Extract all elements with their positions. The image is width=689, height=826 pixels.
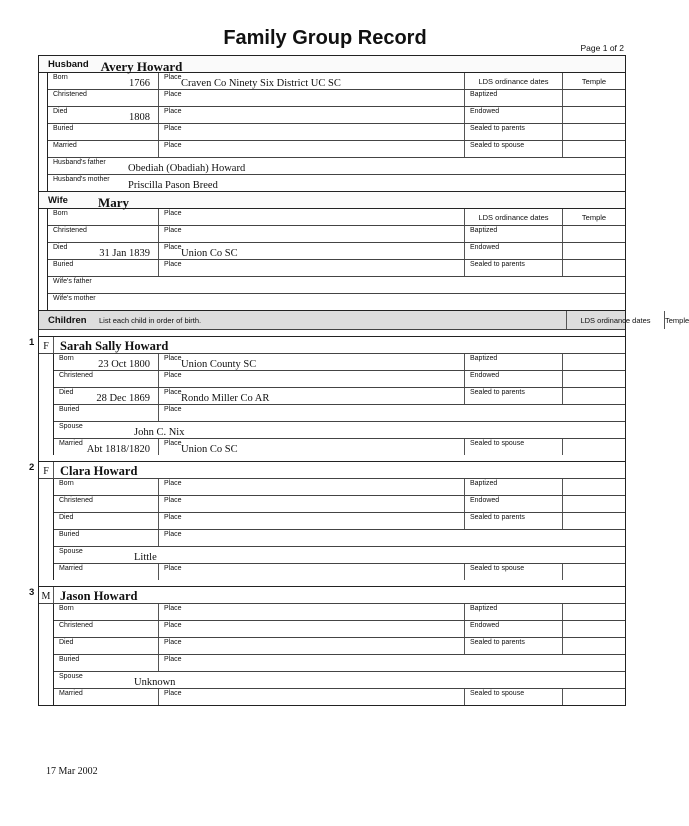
wife-name: Mary xyxy=(97,195,130,210)
buried-label: Buried xyxy=(59,656,80,663)
born-label: Born xyxy=(59,605,74,612)
place-label: Place xyxy=(164,656,182,663)
baptized-label: Baptized xyxy=(470,91,498,98)
place-label: Place xyxy=(164,125,182,132)
sealed-parents-label: Sealed to parents xyxy=(470,125,525,132)
endowed-label: Endowed xyxy=(470,622,500,629)
place-label: Place xyxy=(164,244,182,251)
place-label: Place xyxy=(164,74,182,81)
place-label: Place xyxy=(164,261,182,268)
husband-father: Obediah (Obadiah) Howard xyxy=(128,163,246,174)
child-3-number: 3 xyxy=(29,587,35,598)
sealed-spouse-label: Sealed to spouse xyxy=(470,565,525,572)
place-label: Place xyxy=(164,690,182,697)
spouse-label: Spouse xyxy=(59,548,83,555)
wife-born-row xyxy=(48,209,625,226)
wife-buried-row xyxy=(48,260,625,277)
endowed-label: Endowed xyxy=(470,497,500,504)
place-label: Place xyxy=(164,372,182,379)
place-label: Place xyxy=(164,389,182,396)
wife-christened-row xyxy=(48,226,625,243)
page-number: Page 1 of 2 xyxy=(580,43,624,53)
buried-label: Buried xyxy=(59,406,80,413)
footer-date: 17 Mar 2002 xyxy=(46,766,98,777)
husband-mother-label: Husband's mother xyxy=(53,176,110,183)
child-1-number: 1 xyxy=(29,337,35,348)
lds-header: LDS ordinance dates xyxy=(478,213,549,222)
child-1-section xyxy=(29,336,625,455)
spouse-label: Spouse xyxy=(59,673,83,680)
husband-born: 1766 xyxy=(129,78,150,89)
child-3-section xyxy=(29,586,625,705)
sealed-parents-label: Sealed to parents xyxy=(470,639,525,646)
christened-label: Christened xyxy=(59,372,93,379)
husband-christened-row xyxy=(48,90,625,107)
place-label: Place xyxy=(164,406,182,413)
child-1-born: 23 Oct 1800 xyxy=(98,359,150,370)
place-label: Place xyxy=(164,565,182,572)
born-label: Born xyxy=(53,210,68,217)
child-1-spouse: John C. Nix xyxy=(134,427,185,438)
baptized-label: Baptized xyxy=(470,480,498,487)
temple-header: Temple xyxy=(581,77,607,86)
christened-label: Christened xyxy=(59,497,93,504)
christened-label: Christened xyxy=(59,622,93,629)
husband-born-row xyxy=(48,73,625,90)
husband-married-row xyxy=(48,141,625,158)
child-1-sex: F xyxy=(39,337,54,353)
husband-bar xyxy=(39,56,625,73)
child-1-born-place: Union County SC xyxy=(181,359,257,370)
child-1-married: Abt 1818/1820 xyxy=(86,444,150,455)
wife-father-label: Wife's father xyxy=(53,278,92,285)
buried-label: Buried xyxy=(53,125,74,132)
baptized-label: Baptized xyxy=(470,355,498,362)
sealed-parents-label: Sealed to parents xyxy=(470,261,525,268)
endowed-label: Endowed xyxy=(470,244,500,251)
wife-bar xyxy=(39,191,625,209)
wife-died-row xyxy=(48,243,625,260)
died-label: Died xyxy=(53,244,68,251)
wife-died: 31 Jan 1839 xyxy=(99,248,150,259)
sealed-parents-label: Sealed to parents xyxy=(470,514,525,521)
place-label: Place xyxy=(164,210,182,217)
born-label: Born xyxy=(59,480,74,487)
husband-father-label: Husband's father xyxy=(53,159,106,166)
place-label: Place xyxy=(164,142,182,149)
wife-died-place: Union Co SC xyxy=(181,248,238,259)
husband-section xyxy=(39,73,625,191)
endowed-label: Endowed xyxy=(470,372,500,379)
buried-label: Buried xyxy=(53,261,74,268)
child-2-spouse: Little xyxy=(134,552,157,563)
married-label: Married xyxy=(53,142,77,149)
died-label: Died xyxy=(59,639,74,646)
lds-header: LDS ordinance dates xyxy=(478,77,549,86)
child-3-spouse: Unknown xyxy=(134,677,176,688)
wife-label: Wife xyxy=(48,194,68,206)
sealed-spouse-label: Sealed to spouse xyxy=(470,142,525,149)
married-label: Married xyxy=(59,440,83,447)
born-label: Born xyxy=(59,355,74,362)
place-label: Place xyxy=(164,531,182,538)
wife-section xyxy=(39,209,625,310)
sealed-spouse-label: Sealed to spouse xyxy=(470,690,525,697)
child-1-died: 28 Dec 1869 xyxy=(96,393,150,404)
temple-header: Temple xyxy=(581,213,607,222)
buried-label: Buried xyxy=(59,531,80,538)
spouse-label: Spouse xyxy=(59,423,83,430)
died-label: Died xyxy=(59,514,74,521)
child-2-name: Clara Howard xyxy=(60,464,138,478)
place-label: Place xyxy=(164,622,182,629)
child-2-sex: F xyxy=(39,462,54,478)
place-label: Place xyxy=(164,514,182,521)
christened-label: Christened xyxy=(53,91,87,98)
child-3-name: Jason Howard xyxy=(60,589,138,603)
children-label: Children xyxy=(48,315,87,326)
married-label: Married xyxy=(59,690,83,697)
place-label: Place xyxy=(164,639,182,646)
child-1-name: Sarah Sally Howard xyxy=(60,339,169,353)
child-3-sex: M xyxy=(39,587,54,603)
sealed-parents-label: Sealed to parents xyxy=(470,389,525,396)
born-label: Born xyxy=(53,74,68,81)
family-group-form xyxy=(29,55,689,706)
wife-mother-row xyxy=(48,294,625,310)
lds-header: LDS ordinance dates xyxy=(580,316,651,325)
place-label: Place xyxy=(164,355,182,362)
children-header: Children List each child in order of birth. LDS ordinance dates Temple xyxy=(39,310,625,330)
place-label: Place xyxy=(164,91,182,98)
husband-born-place: Craven Co Ninety Six District UC SC xyxy=(181,78,341,89)
place-label: Place xyxy=(164,227,182,234)
died-label: Died xyxy=(59,389,74,396)
baptized-label: Baptized xyxy=(470,227,498,234)
husband-father-row xyxy=(48,158,625,175)
husband-mother-row xyxy=(48,175,625,191)
endowed-label: Endowed xyxy=(470,108,500,115)
child-1-married-place: Union Co SC xyxy=(181,444,238,455)
page-title: Family Group Record xyxy=(223,27,427,49)
married-label: Married xyxy=(59,565,83,572)
christened-label: Christened xyxy=(53,227,87,234)
place-label: Place xyxy=(164,480,182,487)
place-label: Place xyxy=(164,605,182,612)
place-label: Place xyxy=(164,440,182,447)
husband-label: Husband xyxy=(48,58,89,70)
baptized-label: Baptized xyxy=(470,605,498,612)
child-2-section xyxy=(29,461,625,580)
child-1-died-place: Rondo Miller Co AR xyxy=(181,393,270,404)
sealed-spouse-label: Sealed to spouse xyxy=(470,440,525,447)
place-label: Place xyxy=(164,497,182,504)
wife-mother-label: Wife's mother xyxy=(53,295,96,302)
child-2-number: 2 xyxy=(29,462,35,473)
children-note: List each child in order of birth. xyxy=(99,316,202,325)
husband-buried-row xyxy=(48,124,625,141)
husband-mother: Priscilla Pason Breed xyxy=(128,180,218,191)
wife-father-row xyxy=(48,277,625,294)
husband-name: Avery Howard xyxy=(100,59,183,74)
place-label: Place xyxy=(164,108,182,115)
husband-died: 1808 xyxy=(129,112,150,123)
died-label: Died xyxy=(53,108,68,115)
husband-died-row xyxy=(48,107,625,124)
